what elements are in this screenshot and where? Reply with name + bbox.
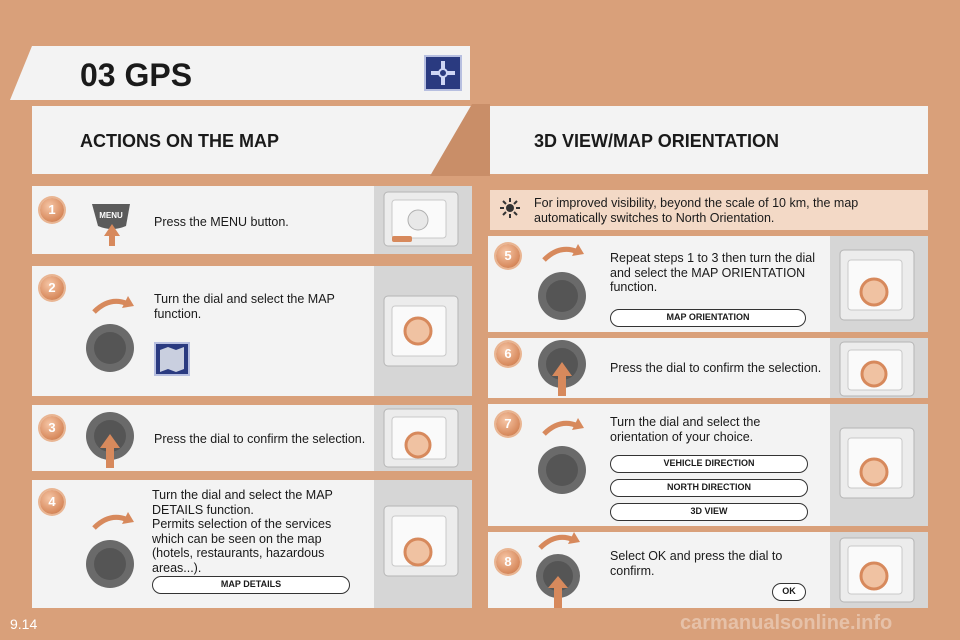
rotary-dial-icon — [536, 414, 588, 498]
left-section-title: ACTIONS ON THE MAP — [80, 131, 280, 151]
step-4-text: Turn the dial and select the MAP DETAILS function. Permits selection of the services which can be seen on the map (hotels, restaurants, hazardous areas...). — [152, 488, 333, 575]
watermark: carmanualsonline.info — [680, 612, 893, 634]
menu-button-icon — [86, 196, 138, 248]
step-6-text: Press the dial to confirm the selection. — [610, 361, 822, 375]
map-orientation-pill: MAP ORIENTATION — [610, 309, 806, 327]
press-arrow-icon — [530, 530, 588, 608]
diagonal-divider — [430, 104, 490, 176]
step-8-text: Select OK and press the dial to confirm. — [610, 549, 783, 578]
step-1-badge: 1 — [40, 198, 64, 222]
press-arrow-icon — [84, 410, 136, 468]
option-3d-view: 3D VIEW — [610, 503, 808, 521]
radio-unit-icon — [374, 266, 472, 396]
page-title: 03 GPS — [80, 57, 193, 93]
radio-unit-icon — [374, 405, 472, 471]
gps-crosshair-icon — [424, 55, 462, 91]
option-north-direction: NORTH DIRECTION — [610, 479, 808, 497]
step-3-badge: 3 — [40, 416, 64, 440]
radio-unit-icon — [830, 404, 928, 526]
sun-info-icon — [500, 198, 520, 218]
map-icon — [154, 342, 190, 376]
radio-unit-icon — [830, 338, 928, 398]
option-vehicle-direction: VEHICLE DIRECTION — [610, 455, 808, 473]
map-details-pill: MAP DETAILS — [152, 576, 350, 594]
rotary-dial-icon — [86, 508, 138, 592]
step-2-badge: 2 — [40, 276, 64, 300]
page-number: 9.14 — [10, 616, 38, 632]
radio-unit-icon — [830, 236, 928, 332]
menu-button-label: MENU — [99, 211, 123, 220]
info-text: For improved visibility, beyond the scale of 10 km, the map automatically switches to North Orientation. — [534, 196, 859, 225]
step-8-badge: 8 — [496, 550, 520, 574]
press-arrow-icon — [536, 340, 588, 396]
step-1-text: Press the MENU button. — [154, 215, 289, 229]
radio-unit-icon — [830, 532, 928, 608]
radio-unit-icon — [374, 480, 472, 608]
step-7-text: Turn the dial and select the orientation of your choice. — [610, 415, 761, 444]
step-2-text: Turn the dial and select the MAP function. — [154, 292, 335, 321]
step-5-badge: 5 — [496, 244, 520, 268]
step-4-badge: 4 — [40, 490, 64, 514]
step-3-text: Press the dial to confirm the selection. — [154, 432, 366, 446]
rotary-dial-icon — [86, 292, 138, 376]
ok-pill: OK — [772, 583, 806, 601]
step-5-text: Repeat steps 1 to 3 then turn the dial and select the MAP ORIENTATION function. — [610, 251, 815, 294]
step-6-badge: 6 — [496, 342, 520, 366]
right-section-title: 3D VIEW/MAP ORIENTATION — [534, 131, 780, 151]
radio-unit-icon — [374, 186, 472, 254]
rotary-dial-icon — [536, 240, 588, 324]
step-7-badge: 7 — [496, 412, 520, 436]
